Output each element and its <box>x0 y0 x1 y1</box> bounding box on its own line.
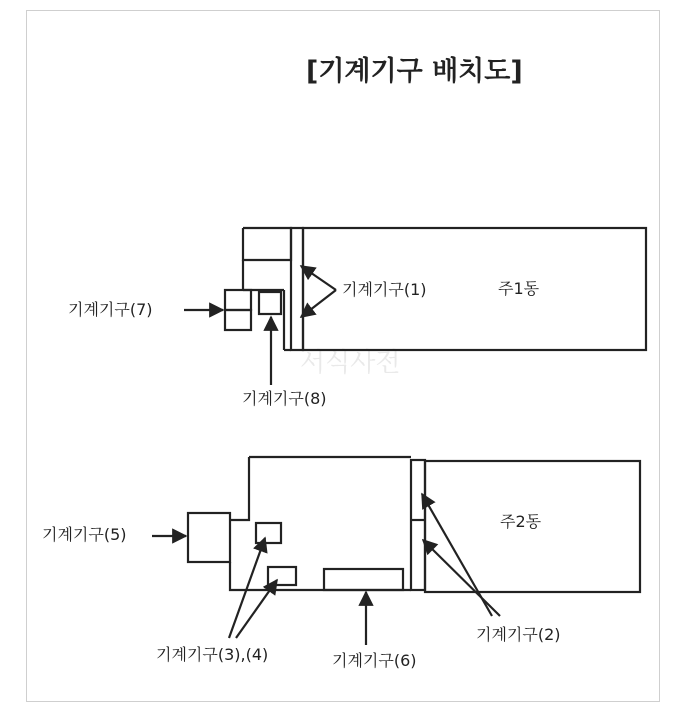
building-2-wing-left <box>230 457 249 520</box>
machine-2-strip <box>411 460 425 590</box>
machine-7-upper <box>225 290 251 310</box>
machine-1-strip <box>291 228 303 350</box>
building-1-group <box>68 228 646 408</box>
machine-5 <box>188 513 230 562</box>
machine-7-lower <box>225 310 251 330</box>
label-machine-8: 기계기구(8) <box>242 389 327 408</box>
label-machine-7: 기계기구(7) <box>68 300 153 319</box>
arrow-machine-1-upper <box>301 266 336 290</box>
label-machine-5: 기계기구(5) <box>42 525 127 544</box>
machine-8 <box>259 292 281 314</box>
label-machine-3-4: 기계기구(3),(4) <box>156 645 269 664</box>
machine-4 <box>268 567 296 585</box>
arrow-machine-1-lower <box>301 290 336 317</box>
building-2-label: 주2동 <box>500 512 542 531</box>
machine-6 <box>324 569 403 590</box>
watermark: 서식사전 <box>300 348 401 378</box>
arrow-machine-2-lower <box>423 540 500 616</box>
label-machine-2: 기계기구(2) <box>476 625 561 644</box>
building-2-wing-bottom <box>230 562 411 590</box>
building-2-group <box>42 457 640 670</box>
arrow-machine-4 <box>236 580 277 638</box>
machine-3 <box>256 523 281 543</box>
building-1-label: 주1동 <box>498 279 540 298</box>
building-1-annex <box>243 228 291 260</box>
diagram-title: [기계기구 배치도] <box>306 56 523 87</box>
label-machine-1: 기계기구(1) <box>342 280 427 299</box>
label-machine-6: 기계기구(6) <box>332 651 417 670</box>
